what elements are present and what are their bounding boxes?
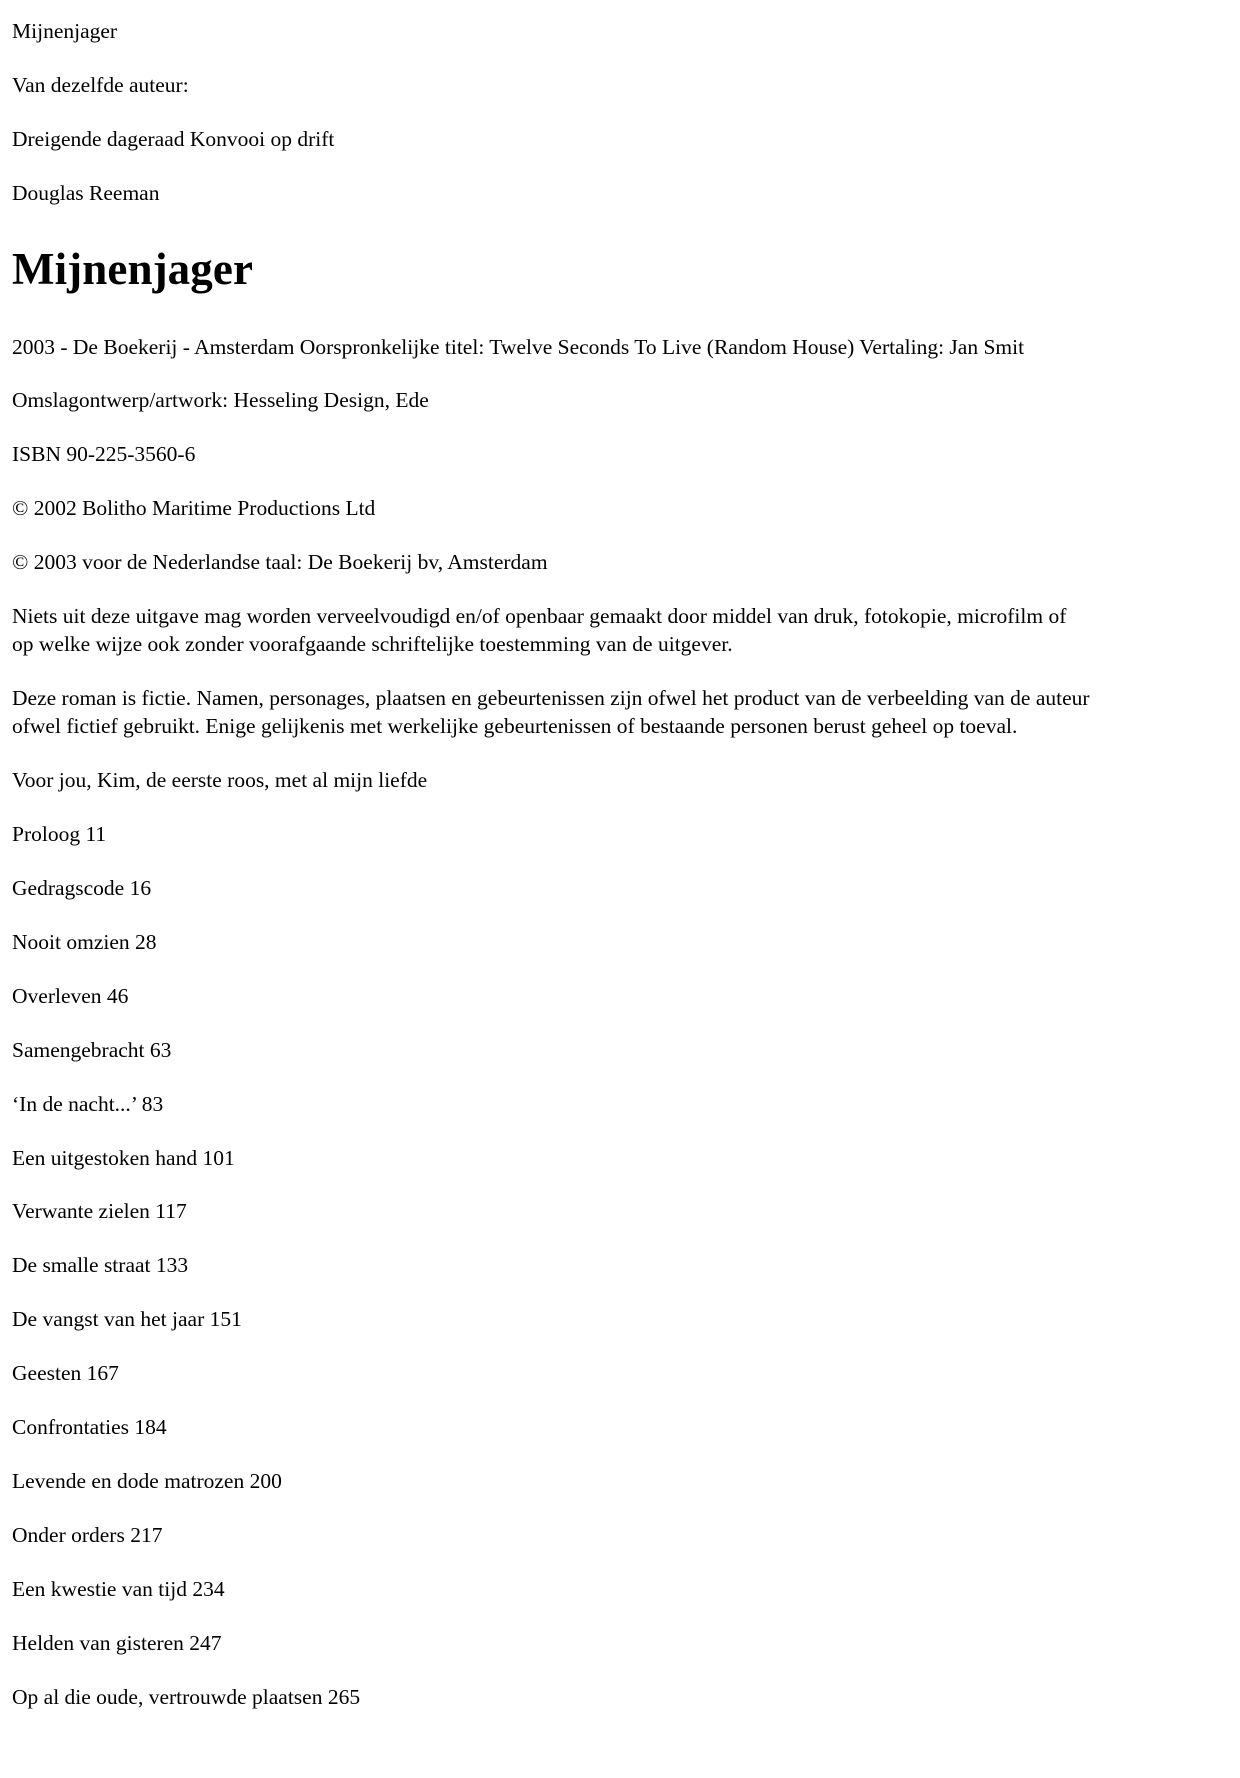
toc-entry[interactable]: Geesten 167 xyxy=(12,1361,119,1386)
toc-entry[interactable]: Verwante zielen 117 xyxy=(12,1199,187,1224)
toc-entry[interactable]: Helden van gisteren 247 xyxy=(12,1630,222,1655)
fiction-disclaimer: Deze roman is fictie. Namen, personages, plaatsen en gebeurtenissen zijn ofwel het product van de verbeelding van de auteur ofwel fictief gebruikt. Enige gelijkenis met werkelijke gebeurtenissen of bestaande personen berust geheel op toeval. xyxy=(12,686,1090,738)
toc-entry[interactable]: Gedragscode 16 xyxy=(12,875,152,900)
running-head: Mijnenjager xyxy=(12,19,118,43)
toc-entry[interactable]: Een kwestie van tijd 234 xyxy=(12,1577,225,1601)
toc-entry[interactable]: Een uitgestoken hand 101 xyxy=(12,1145,235,1170)
toc-entry[interactable]: Levende en dode matrozen 200 xyxy=(12,1469,282,1494)
toc-entry[interactable]: Proloog 11 xyxy=(12,821,107,846)
rights-notice: Niets uit deze uitgave mag worden verveelvoudigd en/of openbaar gemaakt door middel van druk, fotokopie, microfilm of op welke wijze ook zonder voorafgaande schriftelijke toestemming van de uitgever. xyxy=(12,604,1067,657)
copyright-original: © 2002 Bolitho Maritime Productions Ltd xyxy=(12,496,376,521)
toc-entry[interactable]: ‘In de nacht...’ 83 xyxy=(12,1091,164,1116)
imprint-block xyxy=(12,334,1185,795)
toc-entry[interactable]: Nooit omzien 28 xyxy=(12,929,157,954)
toc-entry[interactable]: Onder orders 217 xyxy=(12,1523,163,1548)
toc-entry[interactable]: Overleven 46 xyxy=(12,983,129,1008)
table-of-contents xyxy=(12,821,1185,1712)
publication-line: 2003 - De Boekerij - Amsterdam Oorspronkelijke titel: Twelve Seconds To Live (Random House) Vertaling: Jan Smit xyxy=(12,334,1025,359)
page-title: Mijnenjager xyxy=(12,243,254,294)
copyright-dutch: © 2003 voor de Nederlandse taal: De Boekerij bv, Amsterdam xyxy=(12,550,548,575)
dedication: Voor jou, Kim, de eerste roos, met al mijn liefde xyxy=(12,767,428,792)
toc-entry[interactable]: De smalle straat 133 xyxy=(12,1253,189,1278)
front-matter-block xyxy=(12,18,1185,208)
author-name: Douglas Reeman xyxy=(12,180,160,205)
toc-entry[interactable]: Confrontaties 184 xyxy=(12,1415,167,1440)
toc-entry[interactable]: Op al die oude, vertrouwde plaatsen 265 xyxy=(12,1684,361,1709)
toc-entry[interactable]: Samengebracht 63 xyxy=(12,1037,172,1062)
isbn: ISBN 90-225-3560-6 xyxy=(12,442,196,467)
same-author-titles: Dreigende dageraad Konvooi op drift xyxy=(12,126,335,151)
toc-entry[interactable]: De vangst van het jaar 151 xyxy=(12,1307,242,1332)
cover-credit: Omslagontwerp/artwork: Hesseling Design, Ede xyxy=(12,388,429,413)
same-author-label: Van dezelfde auteur: xyxy=(12,72,189,97)
